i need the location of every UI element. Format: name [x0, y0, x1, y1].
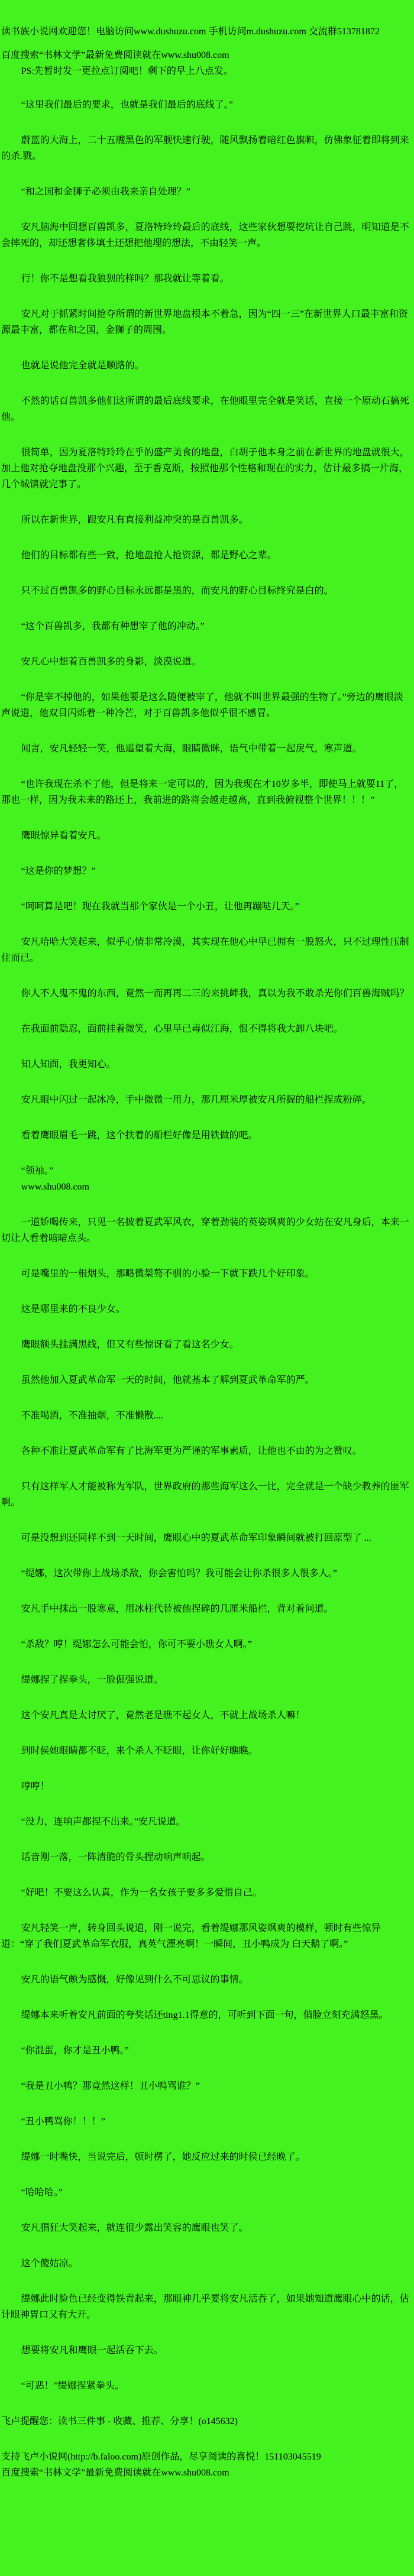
novel-paragraph: 这个傻姑凉。	[21, 2259, 78, 2269]
novel-paragraph: 知人知面，我更知心。	[21, 1059, 116, 1070]
novel-paragraph: 很简单，因为夏洛特玲玲在乎的盛产美食的地盘，白胡子他本身之前在新世界的地盘就很大，加上他对抢夺地盘没那个兴趣，至于香克斯，按照他那个性格和现在的实力，估计最多搞一片海，几个城镇就完事了。	[1, 448, 409, 490]
novel-paragraph: “好吧！不要这么认真，作为一名女孩子要多多爱惜自己。	[21, 1888, 262, 1898]
novel-paragraph: “可恶！”缇娜捏紧拳头。	[21, 2381, 124, 2391]
novel-paragraph: 可是嘴里的一根烟头，那略微桀骜不驯的小脸一下就下跌几个好印象。	[21, 1269, 315, 1279]
novel-paragraph: 缇娜捏了捏拳头，一脸倔强说道。	[21, 1675, 163, 1685]
novel-paragraph: “杀敌？哼！缇娜怎么可能会怕，你可不要小瞧女人啊。”	[21, 1639, 252, 1650]
novel-paragraph: 缇娜本来听着安凡前面的夸奖话还ting1.1得意的，可听到下面一句，俏脸立刻充满怒黑。	[21, 2010, 389, 2020]
novel-paragraph: 一道娇喝传来，只见一名披着夏武军风衣，穿着劲装的英姿飒爽的少女站在安凡身后，本来一切让人看着暗暗点头。	[1, 1217, 409, 1243]
novel-paragraph: 到时侯她眼睛都不眨，来个杀人不眨眼，让你好好瞧瞧。	[21, 1746, 258, 1756]
novel-paragraph: 各种不准让夏武革命军有了比海军更为严谨的军事素质，让他也不由的为之赞叹。	[21, 1446, 362, 1456]
novel-paragraph: 可是没想到还同样不到一天时间，鹰眼心中的夏武革命军印象瞬间就被打回原型了 ...	[21, 1533, 371, 1543]
novel-paragraph: “我是丑小鸭？那竟然这样！丑小鸭骂谁？”	[21, 2081, 200, 2091]
novel-paragraph: 不然的话百兽凯多他们这所谓的最后底线要求，在他眼里完全就是笑话，直接一个原动石搞死他。	[1, 396, 409, 422]
novel-paragraph: 在我面前隐忍，面前挂着微笑，心里早已毒似江海，恨不得将我大卸八块吧。	[21, 1024, 343, 1034]
novel-paragraph: “也许我现在杀不了他，但是将来一定可以的，因为我现在才10岁多半，即使马上就要11了，那也一样，因为我未来的路还上，我前进的路将会越走越高，直到我俯视整个世界！！！”	[1, 779, 404, 805]
novel-paragraph: “丑小鸭骂你！！！”	[21, 2117, 105, 2127]
novel-paragraph: 只有这样军人才能被称为军队，世界政府的那些海军这么一比，完全就是一个缺少教养的匪军啊。	[1, 1482, 409, 1508]
novel-paragraph: 不准喝酒，不准抽烟，不准懒散....	[21, 1411, 163, 1421]
novel-paragraph: 安凡脑海中回想百兽凯多，夏洛特玲玲最后的底线，这些家伙想要挖坑让自己跳，明知道是不会摔死的，却还想奢侈填土还想把他埋的想法，不由轻笑一声。	[1, 222, 409, 248]
novel-paragraph: “这里我们最后的要求，也就是我们最后的底线了。”	[21, 100, 233, 110]
novel-paragraph: 支持飞卢小说网(http://b.faloo.com)原创作品，尽享阅读的喜悦！151103045519	[1, 2452, 321, 2462]
novel-paragraph: 也就是说他完全就是顺路的。	[21, 361, 144, 371]
novel-paragraph: 所以在新世界，跟安凡有直接利益冲突的是百兽凯多。	[21, 515, 248, 525]
novel-paragraph: 安凡心中想着百兽凯多的身影，淡漠说道。	[21, 657, 201, 667]
novel-paragraph: “缇娜，这次带你上战场杀敌，你会害怕吗？我可能会让你杀很多人很多人。”	[21, 1569, 337, 1579]
novel-paragraph: 他们的目标都有些一致，抢地盘抢人抢资源，都是野心之辈。	[21, 550, 277, 560]
novel-paragraph: “和之国和金狮子必须由我来亲自处理？”	[21, 187, 190, 197]
novel-paragraph: 哼哼！	[21, 1781, 50, 1791]
novel-paragraph: “呵呵算是吧！现在我就当那个家伙是一个小丑，让他再蹦哒几天。”	[21, 902, 299, 912]
novel-paragraph: “你混蛋，你才是丑小鸭。”	[21, 2046, 129, 2056]
novel-paragraph: 读书族小说网欢迎您！电脑访问www.dushuzu.com 手机访问m.dushuzu.com 交流群513781872	[1, 27, 380, 37]
novel-paragraph: “领袖。”	[21, 1166, 53, 1176]
novel-paragraph: 安凡的语气颇为感慨，好像见到什么不可思议的事情。	[21, 1975, 248, 1985]
novel-paragraph: 话音刚一落，一阵清脆的骨头捏动响声响起。	[21, 1852, 211, 1862]
novel-paragraph: PS:先暂时发一更拉点订阅吧！剩下的早上八点发。	[21, 66, 233, 76]
novel-paragraph: 安凡轻笑一声，转身回头说道，刚一说完，看着缇娜那风姿飒爽的模样，顿时有些惊异道：“穿了我们夏武革命军衣服，真英气漂亮啊！一瞬间，丑小鸭成为 白天鹅了啊。”	[1, 1923, 381, 1949]
novel-paragraph: 缇娜一时嘴快，当说完后，顿时楞了，她反应过来的时侯已经晚了。	[21, 2152, 305, 2162]
novel-paragraph: 鹰眼惊异看着安凡。	[21, 831, 106, 841]
novel-paragraph: 百度搜索“书林文学”最新免费阅读就在www.shu008.com	[1, 2468, 229, 2478]
novel-paragraph: 你人不人鬼不鬼的东西，竟然一而再再二三的来挑衅我，真以为我不敢杀光你们百兽海贼吗？	[21, 989, 409, 999]
novel-paragraph: 虽然他加入夏武革命军一天的时间，他就基本了解到夏武革命军的严。	[21, 1375, 315, 1385]
novel-paragraph: “这是你的梦想？”	[21, 866, 96, 876]
novel-paragraph: 闻言，安凡轻轻一笑，他遥望着大海，眼睛微眯，语气中带着一起戾气，寒声道。	[21, 744, 362, 754]
novel-paragraph: “哈哈哈。”	[21, 2188, 63, 2198]
novel-paragraph: 百度搜索“书林文学”最新免费阅读就在www.shu008.com	[1, 50, 229, 60]
novel-paragraph: 安凡眼中闪过一起冰冷，手中微微一用力，那几厘米厚被安凡所握的船栏捏成粉碎。	[21, 1095, 371, 1105]
novel-paragraph: 飞卢提醒您：读书三件事 - 收藏、推荐、分享！(o145632)	[1, 2416, 238, 2426]
novel-paragraph: 这个安凡真是太讨厌了，竟然老是瞧不起女人，不就上战场杀人嘛！	[21, 1710, 305, 1720]
novel-paragraph: 这是哪里来的不良少女。	[21, 1304, 125, 1314]
novel-paragraph: 安凡猖狂大笑起来，就连很少露出笑容的鹰眼也笑了。	[21, 2223, 248, 2233]
novel-paragraph: 想要将安凡和鹰眼一起活吞下去。	[21, 2345, 163, 2355]
novel-paragraph: 行！你不是想看我狼狈的样吗？那我就让等着看。	[21, 274, 229, 284]
novel-paragraph: 安凡哈哈大笑起来，似乎心情非常冷漠，其实现在他心中早已拥有一股怒火，只不过理性压制住而已。	[1, 937, 409, 963]
novel-paragraph: 只不过百兽凯多的野心目标永远都是黑的，而安凡的野心目标终究是白的。	[21, 586, 334, 596]
novel-paragraph: “这个百兽凯多，我都有种想宰了他的冲动。”	[21, 621, 205, 631]
novel-paragraph: “没力，连响声都捏不出来。”安凡说道。	[21, 1817, 186, 1827]
novel-paragraph: 鹰眼额头挂满黑线，但又有些惊讶看了看这名少女。	[21, 1340, 239, 1350]
novel-paragraph: 安凡手中抹出一股寒意，用冰柱代替被他捏碎的几厘米船栏，背对着问道。	[21, 1604, 334, 1614]
novel-paragraph: www.shu008.com	[21, 1182, 89, 1192]
novel-paragraph: “你是宰不掉他的，如果他要是这么随便被宰了，他就不叫世界最强的生物了。”旁边的鹰眼淡声说道，他双目闪烁着一种冷芒，对于百兽凯多他似乎很不感冒。	[1, 692, 403, 718]
novel-paragraph: 缇娜此时脸色已经变得铁青起来，那眼神几乎要将安凡活吞了，如果她知道鹰眼心中的话，估计眼神胃口又有大开。	[1, 2294, 409, 2320]
novel-paragraph: 蔚蓝的大海上，二十五艘黑色的军舰快速行驶，随风飘扬着暗红色旗帜，仿佛象征着即将到来的杀.戮。	[1, 135, 409, 161]
novel-paragraph: 安凡对于抓紧时间抢夺所谓的新世界地盘根本不着急，因为“四一三”在新世界人口最丰富和资源最丰富，都在和之国，金狮子的周围。	[1, 309, 408, 335]
novel-paragraph: 看着鹰眼眉毛一跳，这个扶着的船栏好像是用铁做的吧。	[21, 1130, 258, 1140]
